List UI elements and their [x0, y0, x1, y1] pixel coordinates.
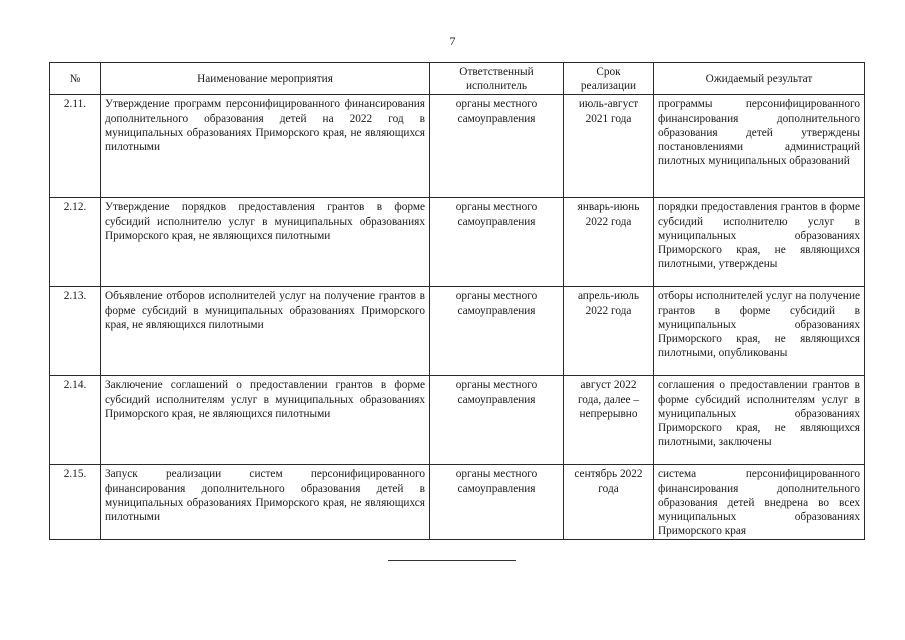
row-result: система персонифицированного финансирования дополнительного образования детей внедрена во всех муниципальных образованиях Приморского края	[654, 465, 865, 540]
header-num: №	[50, 63, 101, 95]
table-row	[50, 465, 865, 540]
row-term: апрель-июль 2022 года	[564, 287, 654, 376]
row-number: 2.13.	[50, 287, 101, 376]
row-result: программы персонифицированного финансирования дополнительного образования детей утверждены постановлениями администраций пилотных муниципальных образований	[654, 95, 865, 198]
action-plan-table	[49, 62, 865, 540]
row-executor: органы местного самоуправления	[430, 287, 564, 376]
row-term: август 2022 года, далее – непрерывно	[564, 376, 654, 465]
row-result: порядки предоставления грантов в форме субсидий исполнителю услуг в муниципальных образованиях Приморского края, не являющихся пилотными, утверждены	[654, 198, 865, 287]
row-executor: органы местного самоуправления	[430, 465, 564, 540]
row-number: 2.15.	[50, 465, 101, 540]
table-row	[50, 376, 865, 465]
row-result: соглашения о предоставлении грантов в форме субсидий исполнителям услуг в муниципальных образованиях Приморского края, не являющихся пилотными, заключены	[654, 376, 865, 465]
header-term: Срок реализации	[564, 63, 654, 95]
row-term: январь-июнь 2022 года	[564, 198, 654, 287]
header-result: Ожидаемый результат	[654, 63, 865, 95]
row-activity: Утверждение порядков предоставления грантов в форме субсидий исполнителю услуг в муниципальных образованиях Приморского края, не являющихся пилотными	[101, 198, 430, 287]
row-activity: Утверждение программ персонифицированного финансирования дополнительного образования детей на 2022 год в муниципальных образованиях Приморского края, не являющихся пилотными	[101, 95, 430, 198]
row-activity: Запуск реализации систем персонифицированного финансирования дополнительного образования детей в муниципальных образованиях Приморского края, не являющихся пилотными	[101, 465, 430, 540]
row-executor: органы местного самоуправления	[430, 95, 564, 198]
table-row	[50, 198, 865, 287]
table-header-row	[50, 63, 865, 95]
header-executor: Ответственный исполнитель	[430, 63, 564, 95]
row-number: 2.12.	[50, 198, 101, 287]
row-activity: Объявление отборов исполнителей услуг на получение грантов в форме субсидий в муниципальных образованиях Приморского края, не являющихся пилотными	[101, 287, 430, 376]
row-executor: органы местного самоуправления	[430, 376, 564, 465]
page-number: 7	[449, 34, 456, 48]
row-executor: органы местного самоуправления	[430, 198, 564, 287]
footer-divider	[388, 560, 516, 561]
row-number: 2.14.	[50, 376, 101, 465]
header-name: Наименование мероприятия	[101, 63, 430, 95]
table-row	[50, 95, 865, 198]
row-term: сентябрь 2022 года	[564, 465, 654, 540]
row-result: отборы исполнителей услуг на получение грантов в форме субсидий в муниципальных образованиях Приморского края, не являющихся пилотными, опубликованы	[654, 287, 865, 376]
row-term: июль-август 2021 года	[564, 95, 654, 198]
row-activity: Заключение соглашений о предоставлении грантов в форме субсидий исполнителям услуг в муниципальных образованиях Приморского края, не являющихся пилотными	[101, 376, 430, 465]
row-number: 2.11.	[50, 95, 101, 198]
table-row	[50, 287, 865, 376]
